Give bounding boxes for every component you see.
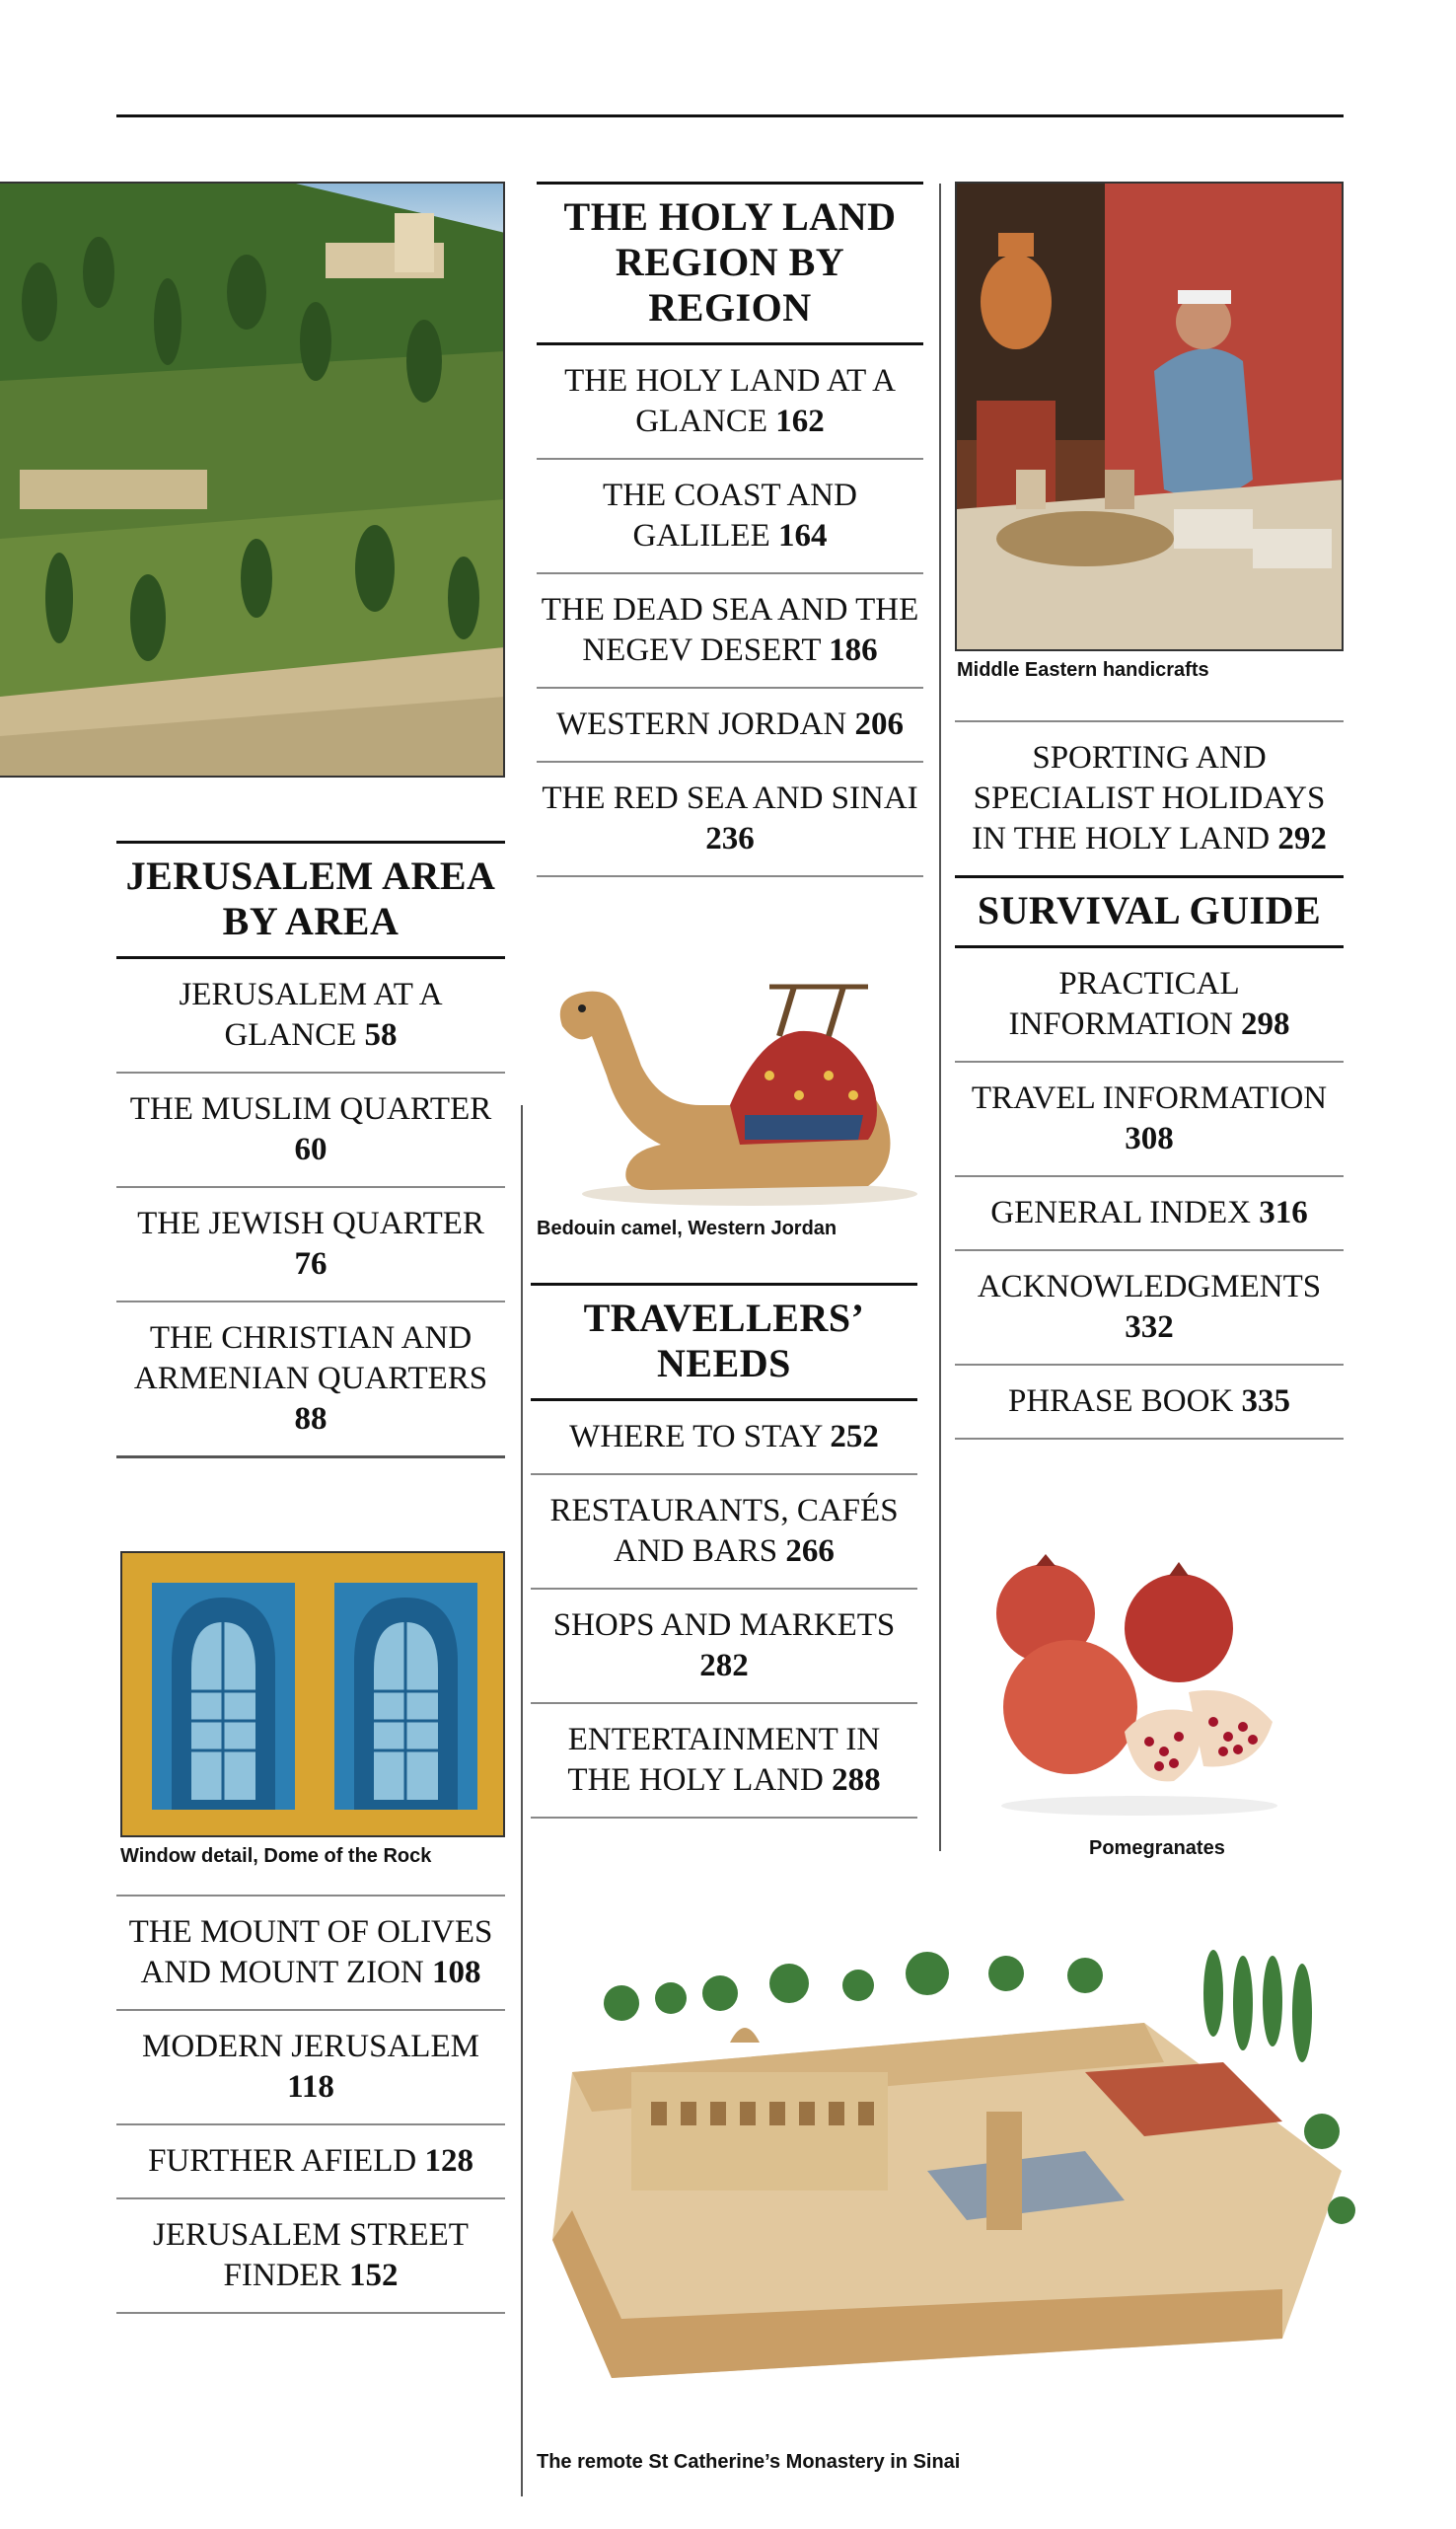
toc-entry[interactable]: THE MUSLIM QUARTER 60 [116,1074,505,1188]
toc-entry[interactable]: FURTHER AFIELD 128 [116,2125,505,2199]
column-divider-left [521,1105,523,2496]
left-column-toc [116,841,505,1458]
middle-column-toc-2 [531,1283,917,1819]
left-column-toc-2 [116,1895,505,2314]
toc-entry[interactable]: TRAVEL INFORMATION 308 [955,1063,1344,1177]
st-catherines-monastery-illustration [533,1914,1401,2408]
toc-entry[interactable]: WHERE TO STAY 252 [531,1401,917,1475]
toc-entry[interactable]: THE RED SEA AND SINAI 236 [537,763,923,877]
toc-entry[interactable]: GENERAL INDEX 316 [955,1177,1344,1251]
toc-entry[interactable]: THE DEAD SEA AND THE NEGEV DESERT 186 [537,574,923,689]
caption-window: Window detail, Dome of the Rock [120,1845,432,1867]
caption-camel: Bedouin camel, Western Jordan [537,1218,837,1239]
toc-entry[interactable]: ENTERTAINMENT IN THE HOLY LAND 288 [531,1704,917,1819]
market-handicrafts-photo [955,182,1344,651]
toc-entry[interactable]: THE MOUNT OF OLIVES AND MOUNT ZION 108 [116,1895,505,2011]
toc-entry[interactable]: MODERN JERUSALEM 118 [116,2011,505,2125]
toc-entry[interactable]: JERUSALEM STREET FINDER 152 [116,2199,505,2314]
dome-window-photo [120,1551,505,1837]
caption-pomegranates: Pomegranates [1089,1837,1225,1859]
toc-entry[interactable]: THE JEWISH QUARTER 76 [116,1188,505,1302]
toc-entry[interactable]: PRACTICAL INFORMATION 298 [955,948,1344,1063]
bedouin-camel-illustration [533,957,927,1214]
toc-entry[interactable]: PHRASE BOOK 335 [955,1366,1344,1440]
mount-of-olives-photo [0,182,505,778]
section-title-jerusalem: JERUSALEM AREA BY AREA [116,841,505,959]
right-column-toc [955,720,1344,1440]
toc-entry[interactable]: RESTAURANTS, CAFÉS AND BARS 266 [531,1475,917,1590]
toc-entry[interactable]: ACKNOWLEDGMENTS 332 [955,1251,1344,1366]
caption-market: Middle Eastern handicrafts [957,659,1209,681]
toc-entry[interactable]: THE CHRISTIAN AND ARMENIAN QUARTERS 88 [116,1302,505,1458]
section-title-survival: SURVIVAL GUIDE [955,875,1344,948]
toc-entry[interactable]: SHOPS AND MARKETS 282 [531,1590,917,1704]
caption-monastery: The remote St Catherine’s Monastery in Sinai [537,2451,961,2473]
middle-column-toc [537,182,923,877]
toc-entry[interactable]: SPORTING AND SPECIALIST HOLIDAYS IN THE HOLY LAND 292 [955,720,1344,875]
section-title-holy-land: THE HOLY LAND REGION BY REGION [537,182,923,345]
toc-entry[interactable]: THE HOLY LAND AT A GLANCE 162 [537,345,923,460]
column-divider-right [939,184,941,1851]
toc-entry[interactable]: THE COAST AND GALILEE 164 [537,460,923,574]
toc-entry[interactable]: WESTERN JORDAN 206 [537,689,923,763]
top-rule [116,114,1344,117]
toc-entry[interactable]: JERUSALEM AT A GLANCE 58 [116,959,505,1074]
pomegranates-illustration [977,1554,1302,1821]
section-title-travellers: TRAVELLERS’ NEEDS [531,1283,917,1401]
